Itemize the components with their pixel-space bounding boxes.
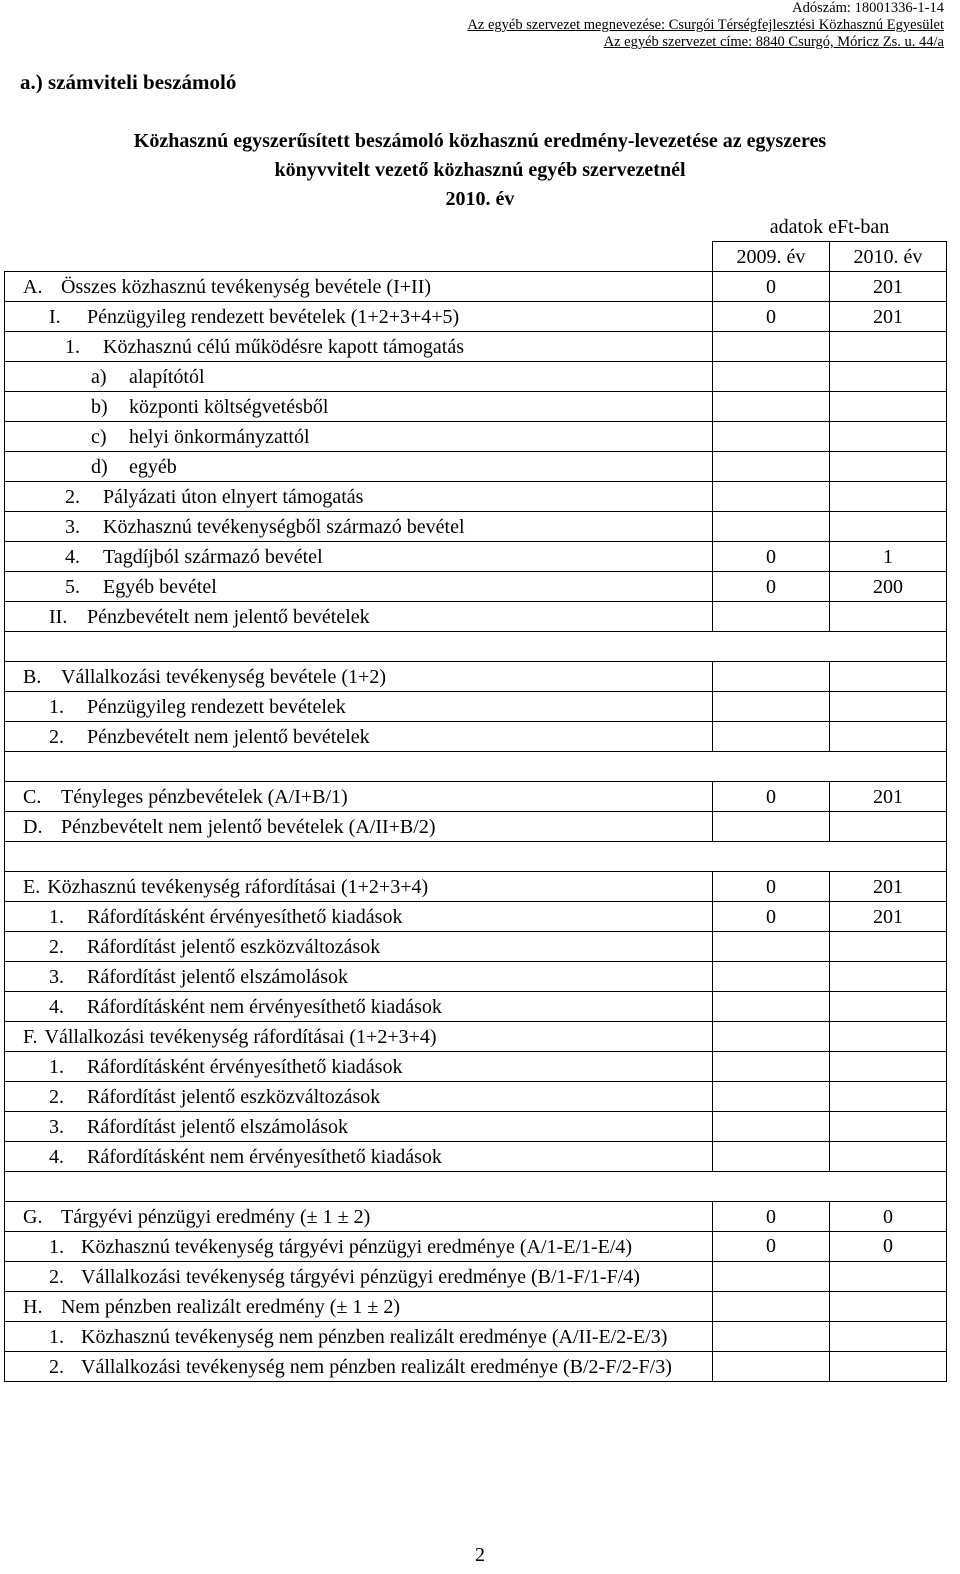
row-text: Összes közhasznú tevékenység bevétele (I+II) — [61, 275, 432, 298]
value-2009: 0 — [713, 782, 830, 812]
value-2009 — [713, 362, 830, 392]
value-2010 — [830, 992, 947, 1022]
row-label — [5, 272, 713, 302]
row-text: Vállalkozási tevékenység nem pénzben realizált eredménye (B/2-F/2-F/3) — [81, 1356, 672, 1378]
table-row — [5, 992, 947, 1022]
row-number: d) — [91, 455, 108, 478]
value-2009 — [713, 392, 830, 422]
row-label — [5, 1232, 713, 1262]
value-2010 — [830, 362, 947, 392]
value-2009 — [713, 992, 830, 1022]
row-number: c) — [91, 425, 107, 448]
row-label — [5, 662, 713, 692]
value-2010 — [830, 962, 947, 992]
value-2009 — [713, 962, 830, 992]
value-2009 — [713, 1262, 830, 1292]
value-2009: 0 — [713, 302, 830, 332]
value-2010: 201 — [830, 302, 947, 332]
row-text: Ráfordításként nem érvényesíthető kiadások — [87, 1145, 442, 1168]
value-2010 — [830, 692, 947, 722]
row-text: Közhasznú tevékenységből származó bevétel — [103, 515, 465, 538]
value-2009: 0 — [713, 902, 830, 932]
row-number: 1. — [49, 1236, 64, 1258]
row-text: Pénzbevételt nem jelentő bevételek (A/II+B/2) — [61, 815, 436, 838]
row-label — [5, 362, 713, 392]
value-2010 — [830, 1022, 947, 1052]
value-2010 — [830, 602, 947, 632]
value-2009 — [713, 662, 830, 692]
value-2010 — [830, 722, 947, 752]
row-text: Ráfordításként érvényesíthető kiadások — [87, 1055, 403, 1078]
row-label — [5, 722, 713, 752]
row-number: 2. — [49, 935, 64, 958]
unit-label: adatok eFt-ban — [713, 212, 947, 242]
column-header-row — [5, 242, 947, 272]
row-label — [5, 1352, 713, 1382]
row-label — [5, 422, 713, 452]
row-label — [5, 1202, 713, 1232]
blank-cell — [5, 752, 947, 782]
value-2009: 0 — [713, 542, 830, 572]
row-number: 1. — [49, 905, 64, 928]
row-number: b) — [91, 395, 108, 418]
row-label — [5, 302, 713, 332]
row-text: Egyéb bevétel — [103, 575, 217, 598]
row-label — [5, 962, 713, 992]
row-label — [5, 1082, 713, 1112]
row-label — [5, 542, 713, 572]
table-row — [5, 1202, 947, 1232]
row-number: A. — [23, 275, 43, 298]
table-row — [5, 1262, 947, 1292]
table-row — [5, 542, 947, 572]
row-label — [5, 992, 713, 1022]
value-2009 — [713, 332, 830, 362]
value-2010: 201 — [830, 902, 947, 932]
value-2009: 0 — [713, 872, 830, 902]
row-number: C. — [23, 785, 42, 808]
table-row — [5, 1142, 947, 1172]
row-number: 2. — [49, 1266, 64, 1288]
table-row — [5, 272, 947, 302]
row-number: D. — [23, 815, 43, 838]
row-number: 2. — [65, 485, 80, 508]
value-2009 — [713, 452, 830, 482]
value-2009 — [713, 422, 830, 452]
row-number: F. — [23, 1025, 38, 1048]
row-label — [5, 482, 713, 512]
row-label — [5, 902, 713, 932]
value-2010 — [830, 932, 947, 962]
value-2010 — [830, 1052, 947, 1082]
row-number: G. — [23, 1205, 43, 1228]
row-text: Pénzbevételt nem jelentő bevételek — [87, 605, 370, 628]
row-number: 4. — [49, 995, 64, 1018]
row-text: Ráfordításként érvényesíthető kiadások — [87, 905, 403, 928]
row-label — [5, 332, 713, 362]
value-2010 — [830, 392, 947, 422]
value-2009 — [713, 1022, 830, 1052]
row-number: 1. — [49, 1326, 64, 1348]
unit-row — [5, 212, 947, 242]
row-label — [5, 1052, 713, 1082]
row-label — [5, 452, 713, 482]
row-number: 3. — [49, 1115, 64, 1138]
row-label — [5, 1322, 713, 1352]
table-row — [5, 1112, 947, 1142]
value-2010 — [830, 1352, 947, 1382]
row-label — [5, 392, 713, 422]
table-row — [5, 602, 947, 632]
row-text: Pénzügyileg rendezett bevételek (1+2+3+4+5) — [87, 305, 460, 328]
row-number: 2. — [49, 1085, 64, 1108]
table-row — [5, 332, 947, 362]
value-2009 — [713, 692, 830, 722]
table-row — [5, 962, 947, 992]
value-2009 — [713, 1112, 830, 1142]
row-text: Ráfordítást jelentő eszközváltozások — [87, 935, 381, 958]
value-2010 — [830, 452, 947, 482]
table-row — [5, 1322, 947, 1352]
col-2009-header: 2009. év — [713, 242, 830, 272]
row-number: 2. — [49, 1356, 64, 1378]
value-2009 — [713, 1142, 830, 1172]
table-row — [5, 1292, 947, 1322]
row-label — [5, 1292, 713, 1322]
row-text: alapítótól — [129, 365, 205, 388]
value-2009 — [713, 1052, 830, 1082]
table-row — [5, 782, 947, 812]
table-row — [5, 692, 947, 722]
row-number: I. — [49, 305, 61, 328]
row-text: Tárgyévi pénzügyi eredmény (± 1 ± 2) — [61, 1205, 371, 1228]
value-2010 — [830, 332, 947, 362]
table-row — [5, 902, 947, 932]
row-number: 1. — [49, 1055, 64, 1078]
table-row — [5, 512, 947, 542]
report-title-year: 2010. év — [445, 188, 515, 210]
blank-row — [5, 632, 947, 662]
value-2009 — [713, 602, 830, 632]
tax-id: Adószám: 18001336-1-14 — [792, 0, 944, 16]
row-text: Közhasznú tevékenység ráfordításai (1+2+3+4) — [47, 875, 429, 898]
table-row — [5, 302, 947, 332]
value-2010 — [830, 1292, 947, 1322]
value-2009 — [713, 1322, 830, 1352]
value-2010: 201 — [830, 782, 947, 812]
table-row — [5, 1082, 947, 1112]
value-2010 — [830, 1262, 947, 1292]
row-label — [5, 782, 713, 812]
table-row — [5, 1052, 947, 1082]
page-number: 2 — [475, 1544, 485, 1566]
value-2010: 0 — [830, 1232, 947, 1262]
col-2010-header: 2010. év — [830, 242, 947, 272]
row-number: 5. — [65, 575, 80, 598]
row-number: B. — [23, 665, 42, 688]
row-text: Pénzügyileg rendezett bevételek — [87, 695, 346, 718]
value-2010 — [830, 512, 947, 542]
value-2010: 0 — [830, 1202, 947, 1232]
value-2009 — [713, 932, 830, 962]
row-text: Ráfordításként nem érvényesíthető kiadások — [87, 995, 442, 1018]
row-text: Tagdíjból származó bevétel — [103, 545, 323, 568]
row-number: 1. — [65, 335, 80, 358]
value-2009: 0 — [713, 572, 830, 602]
row-text: központi költségvetésből — [129, 395, 329, 418]
value-2009 — [713, 512, 830, 542]
row-text: Vállalkozási tevékenység tárgyévi pénzügyi eredménye (B/1-F/1-F/4) — [81, 1266, 640, 1288]
table-row — [5, 362, 947, 392]
value-2010: 201 — [830, 872, 947, 902]
value-2009: 0 — [713, 1202, 830, 1232]
blank-row — [5, 752, 947, 782]
value-2009 — [713, 812, 830, 842]
row-number: 3. — [65, 515, 80, 538]
value-2009 — [713, 1352, 830, 1382]
table-row — [5, 422, 947, 452]
table-row — [5, 932, 947, 962]
row-number: 3. — [49, 965, 64, 988]
result-table — [4, 212, 947, 1382]
row-label — [5, 932, 713, 962]
row-label — [5, 812, 713, 842]
blank-row — [5, 842, 947, 872]
table-row — [5, 482, 947, 512]
row-number: 4. — [65, 545, 80, 568]
value-2010: 1 — [830, 542, 947, 572]
row-text: Tényleges pénzbevételek (A/I+B/1) — [61, 785, 348, 808]
blank-row — [5, 1172, 947, 1202]
row-label — [5, 512, 713, 542]
row-label — [5, 602, 713, 632]
value-2009: 0 — [713, 1232, 830, 1262]
row-number: H. — [23, 1295, 43, 1318]
row-text: Nem pénzben realizált eredmény (± 1 ± 2) — [61, 1295, 401, 1318]
value-2009 — [713, 482, 830, 512]
table-row — [5, 1352, 947, 1382]
table-row — [5, 872, 947, 902]
row-label — [5, 572, 713, 602]
row-text: egyéb — [129, 455, 177, 478]
row-text: Pályázati úton elnyert támogatás — [103, 485, 364, 508]
section-heading: a.) számviteli beszámoló — [20, 70, 237, 94]
row-number: a) — [91, 365, 107, 388]
row-number: 2. — [49, 725, 64, 748]
row-label — [5, 1112, 713, 1142]
row-label — [5, 1022, 713, 1052]
table-row — [5, 812, 947, 842]
value-2010 — [830, 1142, 947, 1172]
value-2010: 201 — [830, 272, 947, 302]
row-text: helyi önkormányzattól — [129, 425, 310, 448]
value-2009 — [713, 1082, 830, 1112]
row-text: Ráfordítást jelentő elszámolások — [87, 1115, 349, 1138]
value-2010 — [830, 662, 947, 692]
row-text: Vállalkozási tevékenység bevétele (1+2) — [61, 665, 387, 688]
row-label — [5, 692, 713, 722]
table-row — [5, 1232, 947, 1262]
row-number: E. — [23, 875, 41, 898]
table-row — [5, 452, 947, 482]
value-2010 — [830, 1322, 947, 1352]
table-row — [5, 572, 947, 602]
row-text: Közhasznú tevékenység tárgyévi pénzügyi eredménye (A/1-E/1-E/4) — [81, 1236, 633, 1258]
row-text: Pénzbevételt nem jelentő bevételek — [87, 725, 370, 748]
value-2009 — [713, 1292, 830, 1322]
table-row — [5, 1022, 947, 1052]
row-number: II. — [49, 605, 68, 628]
row-text: Ráfordítást jelentő eszközváltozások — [87, 1085, 381, 1108]
org-name: Az egyéb szervezet megnevezése: Csurgói Térségfejlesztési Közhasznú Egyesület — [467, 17, 944, 33]
value-2010 — [830, 812, 947, 842]
row-number: 1. — [49, 695, 64, 718]
row-text: Ráfordítást jelentő elszámolások — [87, 965, 349, 988]
blank-cell — [5, 842, 947, 872]
row-text: Vállalkozási tevékenység ráfordításai (1+2+3+4) — [44, 1025, 437, 1048]
row-text: Közhasznú célú működésre kapott támogatás — [103, 335, 464, 358]
row-label — [5, 1142, 713, 1172]
table-row — [5, 392, 947, 422]
blank-cell — [5, 1172, 947, 1202]
table-row — [5, 722, 947, 752]
value-2010 — [830, 1112, 947, 1142]
report-title-line2: könyvvitelt vezető közhasznú egyéb szervezetnél — [274, 159, 686, 181]
row-text: Közhasznú tevékenység nem pénzben realizált eredménye (A/II-E/2-E/3) — [81, 1326, 668, 1348]
blank-cell — [5, 632, 947, 662]
value-2010 — [830, 482, 947, 512]
value-2010: 200 — [830, 572, 947, 602]
row-label — [5, 1262, 713, 1292]
row-label — [5, 872, 713, 902]
value-2010 — [830, 422, 947, 452]
report-title-line1: Közhasznú egyszerűsített beszámoló közhasznú eredmény-levezetése az egyszeres — [133, 130, 827, 152]
value-2009 — [713, 722, 830, 752]
org-address: Az egyéb szervezet címe: 8840 Csurgó, Móricz Zs. u. 44/a — [603, 34, 944, 50]
row-number: 4. — [49, 1145, 64, 1168]
value-2010 — [830, 1082, 947, 1112]
value-2009: 0 — [713, 272, 830, 302]
table-row — [5, 662, 947, 692]
